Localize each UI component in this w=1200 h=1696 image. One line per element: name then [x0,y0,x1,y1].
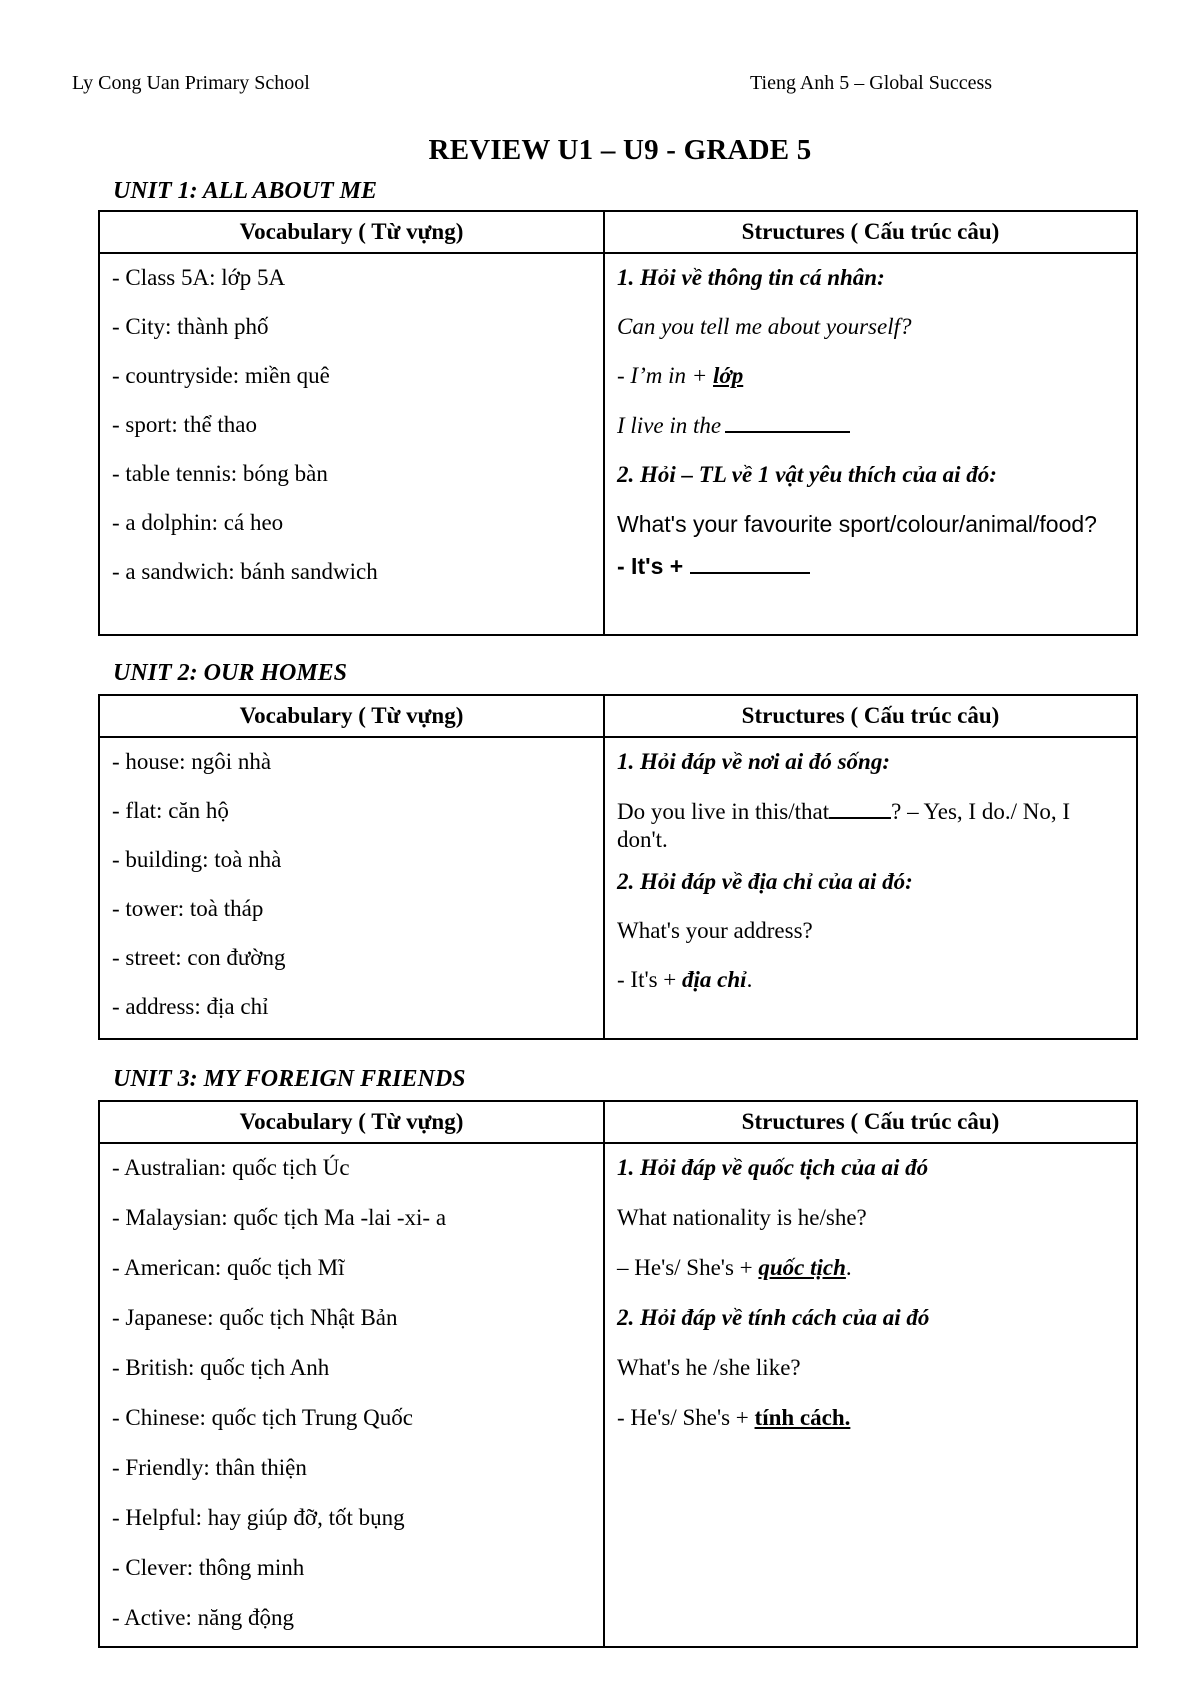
answer-text: I live in the [617,413,722,438]
structure-answer [617,411,1126,440]
structure-question: What's he /she like? [617,1355,801,1380]
answer-prefix: - He's/ She's + [617,1405,755,1430]
vocab-item: - address: địa chỉ [112,994,269,1019]
answer-prefix: – He's/ She's + [617,1255,759,1280]
answer-end: . [746,967,753,992]
vocab-item: - Chinese: quốc tịch Trung Quốc [112,1405,413,1430]
course-name: Tieng Anh 5 – Global Success [750,72,993,94]
unit1-heading: UNIT 1: ALL ABOUT ME [113,178,377,204]
unit2-table [98,694,1138,1040]
document-title: REVIEW U1 – U9 - GRADE 5 [428,134,812,166]
unit3-heading: UNIT 3: MY FOREIGN FRIENDS [113,1066,466,1092]
unit2-structures-cell [604,737,1137,1039]
vocab-item: - sport: thể thao [112,412,257,437]
answer-prefix: - It's + [617,967,683,992]
structures-header: Structures ( Cấu trúc câu) [604,695,1137,737]
structure-answer [617,552,1126,580]
answer-keyword: tính cách. [754,1405,851,1430]
vocab-item: - Clever: thông minh [112,1555,305,1580]
unit1-table [98,210,1138,636]
structure-answer [617,966,1126,994]
answer-blank [690,552,810,574]
question-text: ? – Yes, I do./ No, I don't. [617,799,1070,852]
vocab-item: - British: quốc tịch Anh [112,1355,330,1380]
vocab-item: - tower: toà tháp [112,896,264,921]
vocab-item: - American: quốc tịch Mĩ [112,1255,345,1280]
unit3-table [98,1100,1138,1648]
unit2-vocabulary-cell [99,737,604,1039]
vocab-item: - street: con đường [112,945,286,970]
answer-keyword: quốc tịch [758,1255,846,1280]
vocab-item: - Active: năng động [112,1605,295,1630]
structure-answer [617,1254,1126,1282]
vocab-item: - countryside: miền quê [112,363,330,388]
structure-heading: 1. Hỏi về thông tin cá nhân: [617,265,885,290]
unit1-vocabulary-cell [99,253,604,635]
question-text: Do you live in this/that [617,799,830,824]
unit3-vocabulary-cell [99,1143,604,1647]
structure-heading: 1. Hỏi đáp về nơi ai đó sống: [617,749,891,774]
structure-answer [617,1404,1126,1432]
answer-end: . [845,1255,852,1280]
vocab-item: - a sandwich: bánh sandwich [112,559,378,584]
answer-prefix: - It's + [617,553,690,579]
vocab-item: - building: toà nhà [112,847,282,872]
vocab-item: - Japanese: quốc tịch Nhật Bản [112,1305,398,1330]
unit2-heading: UNIT 2: OUR HOMES [113,660,348,686]
vocab-item: - City: thành phố [112,314,269,339]
vocabulary-header: Vocabulary ( Từ vựng) [99,1101,604,1143]
structures-header: Structures ( Cấu trúc câu) [604,1101,1137,1143]
vocab-item: - Malaysian: quốc tịch Ma -lai -xi- a [112,1205,447,1230]
vocab-item: - Helpful: hay giúp đỡ, tốt bụng [112,1505,405,1530]
vocab-item: - flat: căn hộ [112,798,229,823]
answer-blank [725,411,850,433]
structures-header: Structures ( Cấu trúc câu) [604,211,1137,253]
vocabulary-header: Vocabulary ( Từ vựng) [99,211,604,253]
answer-prefix: - I’m in + [617,363,713,388]
structure-question: What nationality is he/she? [617,1205,867,1230]
structure-question [617,797,1126,854]
vocab-item: - Class 5A: lớp 5A [112,265,286,290]
structure-answer [617,362,1126,390]
structure-heading: 2. Hỏi – TL về 1 vật yêu thích của ai đó: [617,462,997,487]
answer-blank [829,797,891,819]
structure-heading: 2. Hỏi đáp về địa chỉ của ai đó: [617,869,913,894]
structure-question: What's your address? [617,918,813,943]
structure-question: Can you tell me about yourself? [617,314,912,339]
school-name: Ly Cong Uan Primary School [72,72,310,94]
vocab-item: - house: ngôi nhà [112,749,272,774]
vocab-item: - Friendly: thân thiện [112,1455,307,1480]
structure-heading: 1. Hỏi đáp về quốc tịch của ai đó [617,1155,929,1180]
vocabulary-header: Vocabulary ( Từ vựng) [99,695,604,737]
unit3-structures-cell [604,1143,1137,1647]
vocab-item: - table tennis: bóng bàn [112,461,328,486]
vocab-item: - a dolphin: cá heo [112,510,284,535]
structure-heading: 2. Hỏi đáp về tính cách của ai đó [617,1305,930,1330]
page-header [72,72,1072,95]
answer-keyword: địa chỉ [682,967,747,992]
answer-keyword: lớp [713,363,744,388]
structure-question: What's your favourite sport/colour/animal/food? [617,511,1097,537]
unit1-structures-cell [604,253,1137,635]
vocab-item: - Australian: quốc tịch Úc [112,1155,350,1180]
